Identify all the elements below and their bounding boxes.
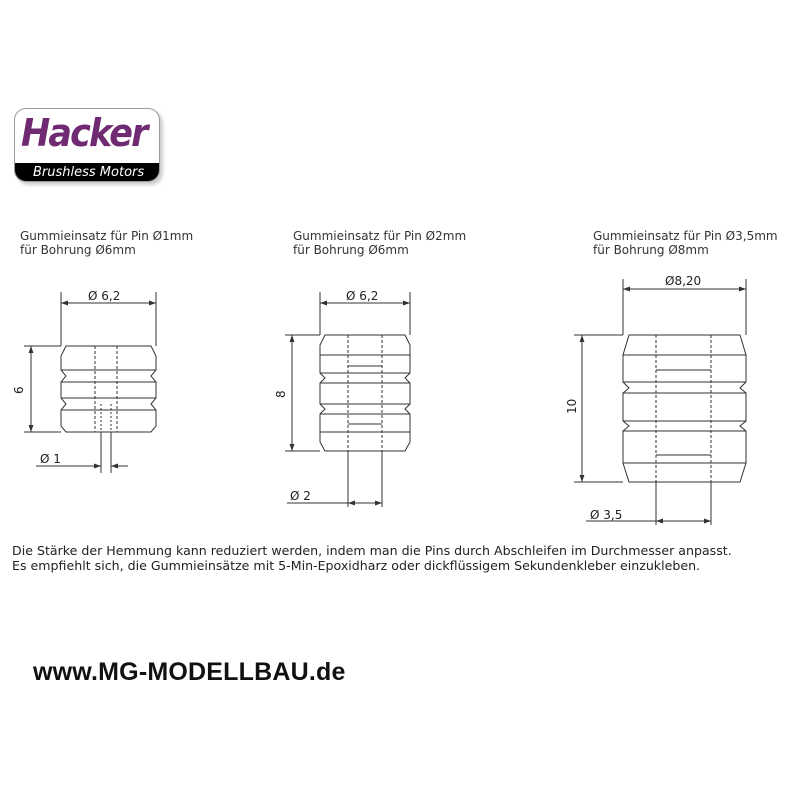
- part2-pin-label: Ø 2: [290, 489, 311, 503]
- part1-height-label: 6: [12, 386, 26, 394]
- note-line2: Es empfiehlt sich, die Gummieinsätze mit 5-Min-Epoxidharz oder dickflüssigem Sekundenkleber einzukleben.: [12, 558, 701, 573]
- part2-caption-line1: Gummieinsatz für Pin Ø2mm: [293, 229, 467, 243]
- mounting-note: [12, 543, 732, 573]
- part2-insert: [285, 292, 410, 507]
- part3-insert: [574, 279, 746, 525]
- logo-brand: Hacker: [21, 111, 147, 155]
- website-url[interactable]: www.MG-MODELLBAU.de: [33, 658, 346, 686]
- part3-caption-line1: Gummieinsatz für Pin Ø3,5mm: [593, 229, 778, 243]
- logo-tagline: Brushless Motors: [33, 165, 145, 180]
- part1-caption-line1: Gummieinsatz für Pin Ø1mm: [20, 229, 194, 243]
- part3-pin-label: Ø 3,5: [590, 508, 623, 522]
- part1-caption-line2: für Bohrung Ø6mm: [20, 243, 136, 257]
- part2-diameter-label: Ø 6,2: [346, 289, 379, 303]
- part3-height-label: 10: [565, 398, 579, 414]
- part1-diameter-label: Ø 6,2: [88, 289, 121, 303]
- part2-caption-line2: für Bohrung Ø6mm: [293, 243, 409, 257]
- part3-diameter-label: Ø8,20: [665, 274, 702, 288]
- part3-caption-line2: für Bohrung Ø8mm: [593, 243, 709, 257]
- part2-height-label: 8: [274, 390, 288, 398]
- part1-insert: [24, 292, 156, 473]
- part1-pin-label: Ø 1: [40, 452, 61, 466]
- note-line1: Die Stärke der Hemmung kann reduziert werden, indem man die Pins durch Abschleifen im Durchmesser anpasst.: [12, 543, 732, 558]
